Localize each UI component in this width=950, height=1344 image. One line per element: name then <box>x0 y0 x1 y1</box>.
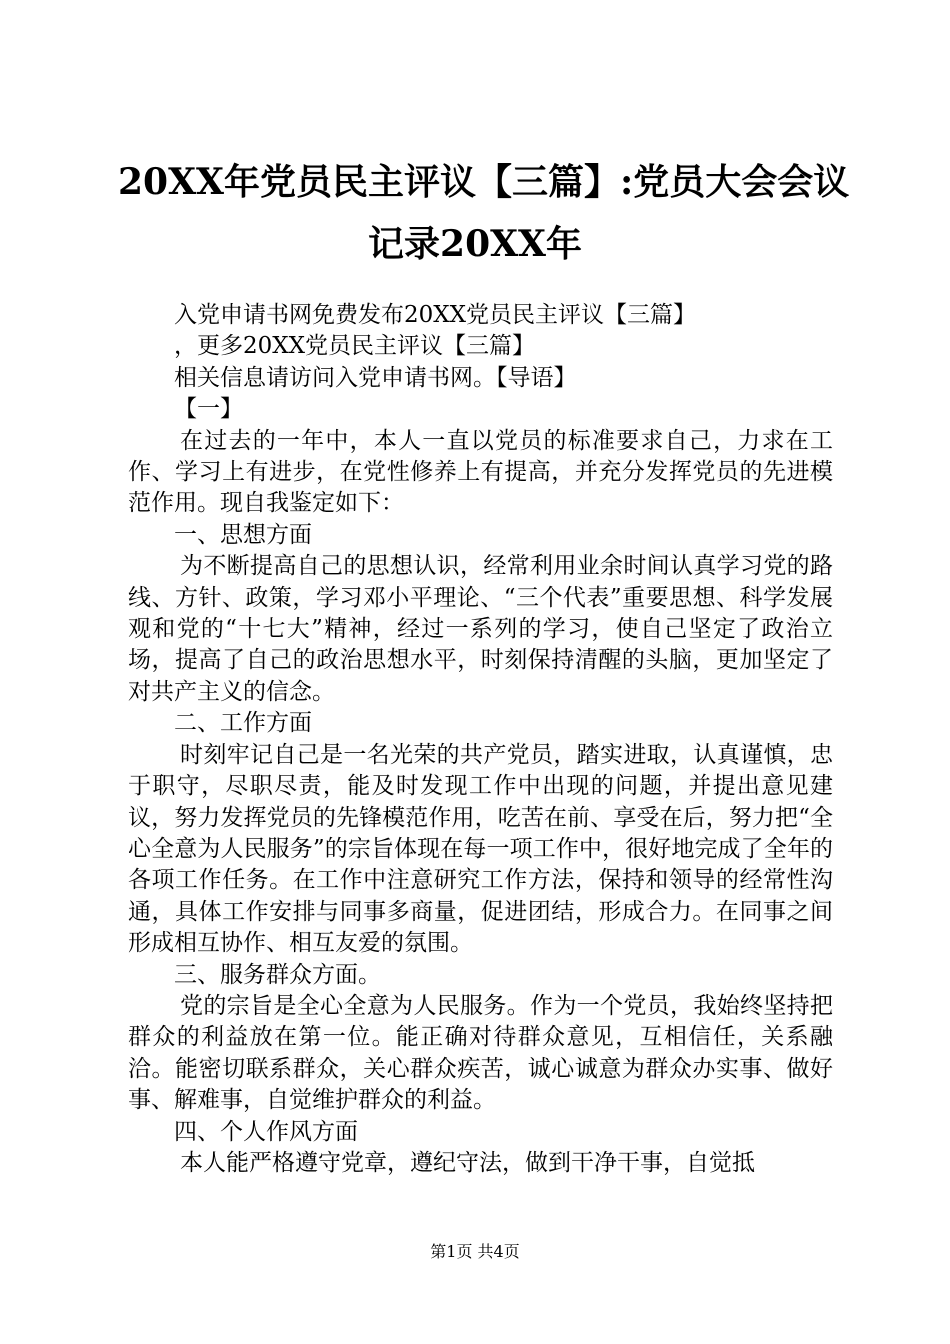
heading-work: 二、工作方面 <box>174 710 312 737</box>
intro-line-1: 入党申请书网免费发布20XX党员民主评议【三篇】 <box>174 302 697 328</box>
paragraph-conduct: 本人能严格遵守党章，遵纪守法，做到干净干事，自觉抵 <box>180 1149 755 1176</box>
document-title-line-1: 20XX年党员民主评议【三篇】:党员大会会议 <box>118 161 850 203</box>
heading-conduct: 四、个人作风方面 <box>174 1118 358 1145</box>
intro-line-3: 相关信息请访问入党申请书网。【导语】 <box>174 364 577 391</box>
intro-line-2: ，更多20XX党员民主评议【三篇】 <box>174 333 536 360</box>
document-body <box>128 300 833 1179</box>
paragraph-work: 时刻牢记自己是一名光荣的共产党员，踏实进取，认真谨慎，忠于职守，尽职尽责，能及时发现工作中出现的问题，并提出意见建议，努力发挥党员的先锋模范作用，吃苦在前、享受在后，努力把“全心全意为人民服务”的宗旨体现在每一项工作中，很好地完成了全年的各项工作任务。在工作中注意研究工作方法，保持和领导的经常性沟通，具体工作安排与同事多商量，促进团结，形成合力。在同事之间形成相互协作、相互友爱的氛围。 <box>128 741 833 957</box>
paragraph-thought: 为不断提高自己的思想认识，经常利用业余时间认真学习党的路线、方针、政策，学习邓小平理论、“三个代表”重要思想、科学发展观和党的“十七大”精神，经过一系列的学习，使自己坚定了政治立场，提高了自己的政治思想水平，时刻保持清醒的头脑，更加坚定了对共产主义的信念。 <box>128 553 833 705</box>
page-number-footer: 第1页 共4页 <box>430 1242 520 1261</box>
paragraph-opening: 在过去的一年中，本人一直以党员的标准要求自己，力求在工作、学习上有进步，在党性修养上有提高，并充分发挥党员的先进模范作用。现自我鉴定如下： <box>128 427 833 517</box>
section-marker: 【一】 <box>174 396 243 423</box>
heading-thought: 一、思想方面 <box>174 521 312 548</box>
heading-service: 三、服务群众方面。 <box>174 961 381 988</box>
document-title-line-2: 记录20XX年 <box>368 223 582 265</box>
paragraph-service: 党的宗旨是全心全意为人民服务。作为一个党员，我始终坚持把群众的利益放在第一位。能正确对待群众意见，互相信任，关系融洽。能密切联系群众，关心群众疾苦，诚心诚意为群众办实事、做好事、解难事，自觉维护群众的利益。 <box>128 992 833 1114</box>
